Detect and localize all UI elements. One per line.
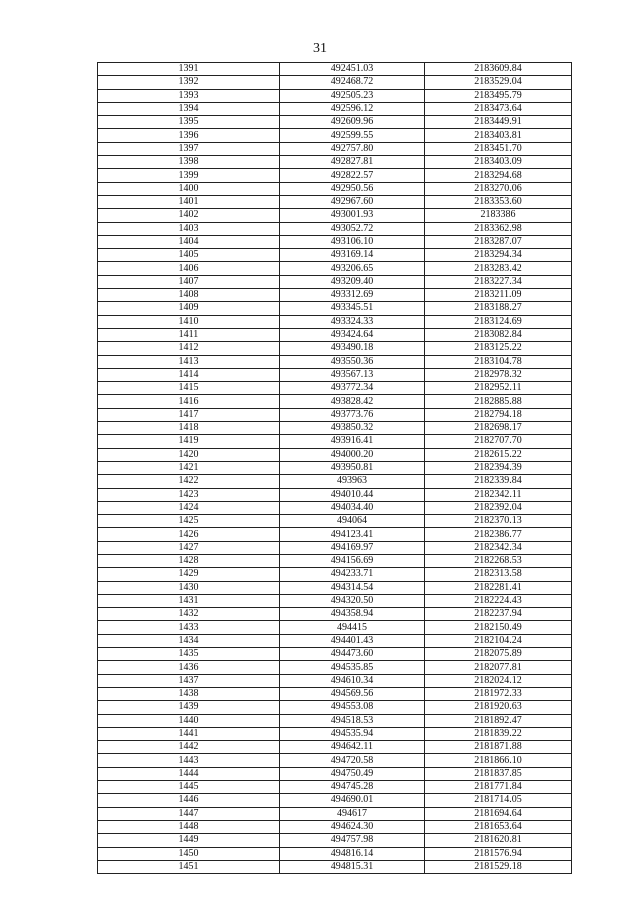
x-coordinate-cell: 494010.44	[280, 488, 425, 501]
point-number-cell: 1437	[98, 674, 280, 687]
y-coordinate-cell: 2183449.91	[425, 116, 572, 129]
point-number-cell: 1403	[98, 222, 280, 235]
x-coordinate-cell: 494314.54	[280, 581, 425, 594]
table-row	[98, 741, 572, 754]
y-coordinate-cell: 2182224.43	[425, 594, 572, 607]
y-coordinate-cell: 2182268.53	[425, 554, 572, 567]
y-coordinate-cell: 2182024.12	[425, 674, 572, 687]
table-row	[98, 328, 572, 341]
x-coordinate-cell: 493169.14	[280, 249, 425, 262]
y-coordinate-cell: 2182339.84	[425, 475, 572, 488]
table-row	[98, 687, 572, 700]
table-row	[98, 554, 572, 567]
table-row	[98, 209, 572, 222]
point-number-cell: 1427	[98, 541, 280, 554]
y-coordinate-cell: 2182075.89	[425, 648, 572, 661]
point-number-cell: 1399	[98, 169, 280, 182]
y-coordinate-cell: 2182978.32	[425, 368, 572, 381]
y-coordinate-cell: 2183451.70	[425, 142, 572, 155]
y-coordinate-cell: 2183124.69	[425, 315, 572, 328]
x-coordinate-cell: 494750.49	[280, 767, 425, 780]
y-coordinate-cell: 2182342.11	[425, 488, 572, 501]
point-number-cell: 1438	[98, 687, 280, 700]
point-number-cell: 1450	[98, 847, 280, 860]
table-row	[98, 794, 572, 807]
table-row	[98, 315, 572, 328]
point-number-cell: 1411	[98, 328, 280, 341]
table-row	[98, 515, 572, 528]
y-coordinate-cell: 2182952.11	[425, 382, 572, 395]
table-row	[98, 568, 572, 581]
x-coordinate-cell: 494720.58	[280, 754, 425, 767]
x-coordinate-cell: 494358.94	[280, 608, 425, 621]
x-coordinate-cell: 492609.96	[280, 116, 425, 129]
x-coordinate-cell: 493916.41	[280, 435, 425, 448]
y-coordinate-cell: 2181576.94	[425, 847, 572, 860]
y-coordinate-cell: 2183227.34	[425, 275, 572, 288]
point-number-cell: 1442	[98, 741, 280, 754]
y-coordinate-cell: 2183211.09	[425, 289, 572, 302]
y-coordinate-cell: 2181529.18	[425, 860, 572, 873]
x-coordinate-cell: 492967.60	[280, 195, 425, 208]
x-coordinate-cell: 493850.32	[280, 422, 425, 435]
table-row	[98, 355, 572, 368]
point-number-cell: 1439	[98, 701, 280, 714]
point-number-cell: 1397	[98, 142, 280, 155]
table-row	[98, 182, 572, 195]
x-coordinate-cell: 492822.57	[280, 169, 425, 182]
x-coordinate-cell: 493773.76	[280, 408, 425, 421]
x-coordinate-cell: 493106.10	[280, 235, 425, 248]
y-coordinate-cell: 2182386.77	[425, 528, 572, 541]
x-coordinate-cell: 494617	[280, 807, 425, 820]
point-number-cell: 1413	[98, 355, 280, 368]
y-coordinate-cell: 2183125.22	[425, 342, 572, 355]
table-row	[98, 461, 572, 474]
x-coordinate-cell: 493312.69	[280, 289, 425, 302]
table-row	[98, 249, 572, 262]
point-number-cell: 1441	[98, 727, 280, 740]
point-number-cell: 1440	[98, 714, 280, 727]
x-coordinate-cell: 493567.13	[280, 368, 425, 381]
y-coordinate-cell: 2183609.84	[425, 63, 572, 76]
table-row	[98, 701, 572, 714]
point-number-cell: 1429	[98, 568, 280, 581]
table-row	[98, 528, 572, 541]
y-coordinate-cell: 2183287.07	[425, 235, 572, 248]
y-coordinate-cell: 2181714.05	[425, 794, 572, 807]
table-row	[98, 541, 572, 554]
y-coordinate-cell: 2183362.98	[425, 222, 572, 235]
point-number-cell: 1394	[98, 102, 280, 115]
table-row	[98, 435, 572, 448]
table-row	[98, 289, 572, 302]
table-row	[98, 820, 572, 833]
y-coordinate-cell: 2181653.64	[425, 820, 572, 833]
table-row	[98, 235, 572, 248]
y-coordinate-cell: 2183403.09	[425, 156, 572, 169]
x-coordinate-cell: 492599.55	[280, 129, 425, 142]
x-coordinate-cell: 493001.93	[280, 209, 425, 222]
y-coordinate-cell: 2183495.79	[425, 89, 572, 102]
y-coordinate-cell: 2182698.17	[425, 422, 572, 435]
x-coordinate-cell: 492596.12	[280, 102, 425, 115]
y-coordinate-cell: 2182392.04	[425, 501, 572, 514]
point-number-cell: 1422	[98, 475, 280, 488]
y-coordinate-cell: 2182237.94	[425, 608, 572, 621]
point-number-cell: 1401	[98, 195, 280, 208]
point-number-cell: 1445	[98, 781, 280, 794]
table-row	[98, 475, 572, 488]
point-number-cell: 1426	[98, 528, 280, 541]
x-coordinate-cell: 493324.33	[280, 315, 425, 328]
point-number-cell: 1393	[98, 89, 280, 102]
x-coordinate-cell: 493772.34	[280, 382, 425, 395]
y-coordinate-cell: 2181837.85	[425, 767, 572, 780]
table-row	[98, 674, 572, 687]
table-row	[98, 661, 572, 674]
y-coordinate-cell: 2183294.68	[425, 169, 572, 182]
y-coordinate-cell: 2183283.42	[425, 262, 572, 275]
table-row	[98, 860, 572, 873]
table-row	[98, 262, 572, 275]
x-coordinate-cell: 494518.53	[280, 714, 425, 727]
y-coordinate-cell: 2183353.60	[425, 195, 572, 208]
x-coordinate-cell: 493963	[280, 475, 425, 488]
y-coordinate-cell: 2182885.88	[425, 395, 572, 408]
x-coordinate-cell: 494624.30	[280, 820, 425, 833]
table-row	[98, 727, 572, 740]
x-coordinate-cell: 494233.71	[280, 568, 425, 581]
table-row	[98, 448, 572, 461]
x-coordinate-cell: 494535.85	[280, 661, 425, 674]
x-coordinate-cell: 493550.36	[280, 355, 425, 368]
coordinates-table	[97, 62, 572, 874]
table-row	[98, 156, 572, 169]
y-coordinate-cell: 2181972.33	[425, 687, 572, 700]
table-row	[98, 342, 572, 355]
table-row	[98, 488, 572, 501]
table-row	[98, 368, 572, 381]
table-row	[98, 648, 572, 661]
point-number-cell: 1430	[98, 581, 280, 594]
point-number-cell: 1392	[98, 76, 280, 89]
point-number-cell: 1424	[98, 501, 280, 514]
table-row	[98, 422, 572, 435]
point-number-cell: 1418	[98, 422, 280, 435]
table-row	[98, 63, 572, 76]
x-coordinate-cell: 493490.18	[280, 342, 425, 355]
x-coordinate-cell: 493828.42	[280, 395, 425, 408]
x-coordinate-cell: 494401.43	[280, 634, 425, 647]
x-coordinate-cell: 494169.97	[280, 541, 425, 554]
table-row	[98, 408, 572, 421]
y-coordinate-cell: 2182077.81	[425, 661, 572, 674]
y-coordinate-cell: 2182707.70	[425, 435, 572, 448]
x-coordinate-cell: 494553.08	[280, 701, 425, 714]
point-number-cell: 1407	[98, 275, 280, 288]
point-number-cell: 1391	[98, 63, 280, 76]
point-number-cell: 1402	[98, 209, 280, 222]
point-number-cell: 1451	[98, 860, 280, 873]
point-number-cell: 1404	[98, 235, 280, 248]
y-coordinate-cell: 2181920.63	[425, 701, 572, 714]
point-number-cell: 1398	[98, 156, 280, 169]
x-coordinate-cell: 494690.01	[280, 794, 425, 807]
point-number-cell: 1423	[98, 488, 280, 501]
point-number-cell: 1443	[98, 754, 280, 767]
y-coordinate-cell: 2183188.27	[425, 302, 572, 315]
x-coordinate-cell: 494610.34	[280, 674, 425, 687]
table-row	[98, 634, 572, 647]
table-row	[98, 395, 572, 408]
x-coordinate-cell: 494757.98	[280, 834, 425, 847]
point-number-cell: 1419	[98, 435, 280, 448]
point-number-cell: 1436	[98, 661, 280, 674]
x-coordinate-cell: 494156.69	[280, 554, 425, 567]
table-row	[98, 714, 572, 727]
x-coordinate-cell: 494000.20	[280, 448, 425, 461]
y-coordinate-cell: 2182370.13	[425, 515, 572, 528]
table-row	[98, 89, 572, 102]
x-coordinate-cell: 492950.56	[280, 182, 425, 195]
y-coordinate-cell: 2182313.58	[425, 568, 572, 581]
y-coordinate-cell: 2181694.64	[425, 807, 572, 820]
coordinates-table-body	[98, 63, 572, 874]
y-coordinate-cell: 2181839.22	[425, 727, 572, 740]
point-number-cell: 1432	[98, 608, 280, 621]
table-row	[98, 195, 572, 208]
y-coordinate-cell: 2181871.88	[425, 741, 572, 754]
point-number-cell: 1396	[98, 129, 280, 142]
point-number-cell: 1400	[98, 182, 280, 195]
table-row	[98, 116, 572, 129]
x-coordinate-cell: 493950.81	[280, 461, 425, 474]
table-row	[98, 76, 572, 89]
x-coordinate-cell: 494745.28	[280, 781, 425, 794]
y-coordinate-cell: 2183104.78	[425, 355, 572, 368]
page-number: 31	[313, 41, 327, 56]
y-coordinate-cell: 2182150.49	[425, 621, 572, 634]
point-number-cell: 1405	[98, 249, 280, 262]
table-row	[98, 834, 572, 847]
y-coordinate-cell: 2183529.04	[425, 76, 572, 89]
table-row	[98, 142, 572, 155]
point-number-cell: 1446	[98, 794, 280, 807]
point-number-cell: 1435	[98, 648, 280, 661]
point-number-cell: 1415	[98, 382, 280, 395]
x-coordinate-cell: 494415	[280, 621, 425, 634]
table-row	[98, 222, 572, 235]
x-coordinate-cell: 492451.03	[280, 63, 425, 76]
table-row	[98, 382, 572, 395]
x-coordinate-cell: 492827.81	[280, 156, 425, 169]
x-coordinate-cell: 492505.23	[280, 89, 425, 102]
x-coordinate-cell: 494815.31	[280, 860, 425, 873]
table-row	[98, 847, 572, 860]
x-coordinate-cell: 494642.11	[280, 741, 425, 754]
y-coordinate-cell: 2182394.39	[425, 461, 572, 474]
table-row	[98, 767, 572, 780]
x-coordinate-cell: 494320.50	[280, 594, 425, 607]
point-number-cell: 1421	[98, 461, 280, 474]
point-number-cell: 1434	[98, 634, 280, 647]
point-number-cell: 1433	[98, 621, 280, 634]
x-coordinate-cell: 494816.14	[280, 847, 425, 860]
table-row	[98, 302, 572, 315]
y-coordinate-cell: 2182794.18	[425, 408, 572, 421]
y-coordinate-cell: 2183403.81	[425, 129, 572, 142]
point-number-cell: 1412	[98, 342, 280, 355]
y-coordinate-cell: 2182615.22	[425, 448, 572, 461]
point-number-cell: 1420	[98, 448, 280, 461]
point-number-cell: 1410	[98, 315, 280, 328]
point-number-cell: 1408	[98, 289, 280, 302]
y-coordinate-cell: 2181892.47	[425, 714, 572, 727]
x-coordinate-cell: 494034.40	[280, 501, 425, 514]
y-coordinate-cell: 2183294.34	[425, 249, 572, 262]
x-coordinate-cell: 494569.56	[280, 687, 425, 700]
x-coordinate-cell: 492468.72	[280, 76, 425, 89]
point-number-cell: 1444	[98, 767, 280, 780]
x-coordinate-cell: 493052.72	[280, 222, 425, 235]
x-coordinate-cell: 493209.40	[280, 275, 425, 288]
y-coordinate-cell: 2181620.81	[425, 834, 572, 847]
table-row	[98, 275, 572, 288]
x-coordinate-cell: 493345.51	[280, 302, 425, 315]
x-coordinate-cell: 492757.80	[280, 142, 425, 155]
point-number-cell: 1414	[98, 368, 280, 381]
table-row	[98, 621, 572, 634]
table-row	[98, 501, 572, 514]
x-coordinate-cell: 494535.94	[280, 727, 425, 740]
point-number-cell: 1406	[98, 262, 280, 275]
x-coordinate-cell: 493206.65	[280, 262, 425, 275]
point-number-cell: 1425	[98, 515, 280, 528]
y-coordinate-cell: 2183473.64	[425, 102, 572, 115]
table-row	[98, 781, 572, 794]
point-number-cell: 1447	[98, 807, 280, 820]
x-coordinate-cell: 494123.41	[280, 528, 425, 541]
table-row	[98, 807, 572, 820]
y-coordinate-cell: 2181866.10	[425, 754, 572, 767]
point-number-cell: 1448	[98, 820, 280, 833]
y-coordinate-cell: 2182342.34	[425, 541, 572, 554]
y-coordinate-cell: 2183270.06	[425, 182, 572, 195]
table-row	[98, 581, 572, 594]
point-number-cell: 1409	[98, 302, 280, 315]
y-coordinate-cell: 2181771.84	[425, 781, 572, 794]
x-coordinate-cell: 494473.60	[280, 648, 425, 661]
point-number-cell: 1449	[98, 834, 280, 847]
point-number-cell: 1417	[98, 408, 280, 421]
x-coordinate-cell: 494064	[280, 515, 425, 528]
x-coordinate-cell: 493424.64	[280, 328, 425, 341]
table-row	[98, 102, 572, 115]
point-number-cell: 1431	[98, 594, 280, 607]
table-row	[98, 169, 572, 182]
table-row	[98, 129, 572, 142]
y-coordinate-cell: 2183386	[425, 209, 572, 222]
y-coordinate-cell: 2182104.24	[425, 634, 572, 647]
y-coordinate-cell: 2183082.84	[425, 328, 572, 341]
table-row	[98, 594, 572, 607]
y-coordinate-cell: 2182281.41	[425, 581, 572, 594]
table-row	[98, 754, 572, 767]
table-row	[98, 608, 572, 621]
point-number-cell: 1428	[98, 554, 280, 567]
point-number-cell: 1395	[98, 116, 280, 129]
point-number-cell: 1416	[98, 395, 280, 408]
